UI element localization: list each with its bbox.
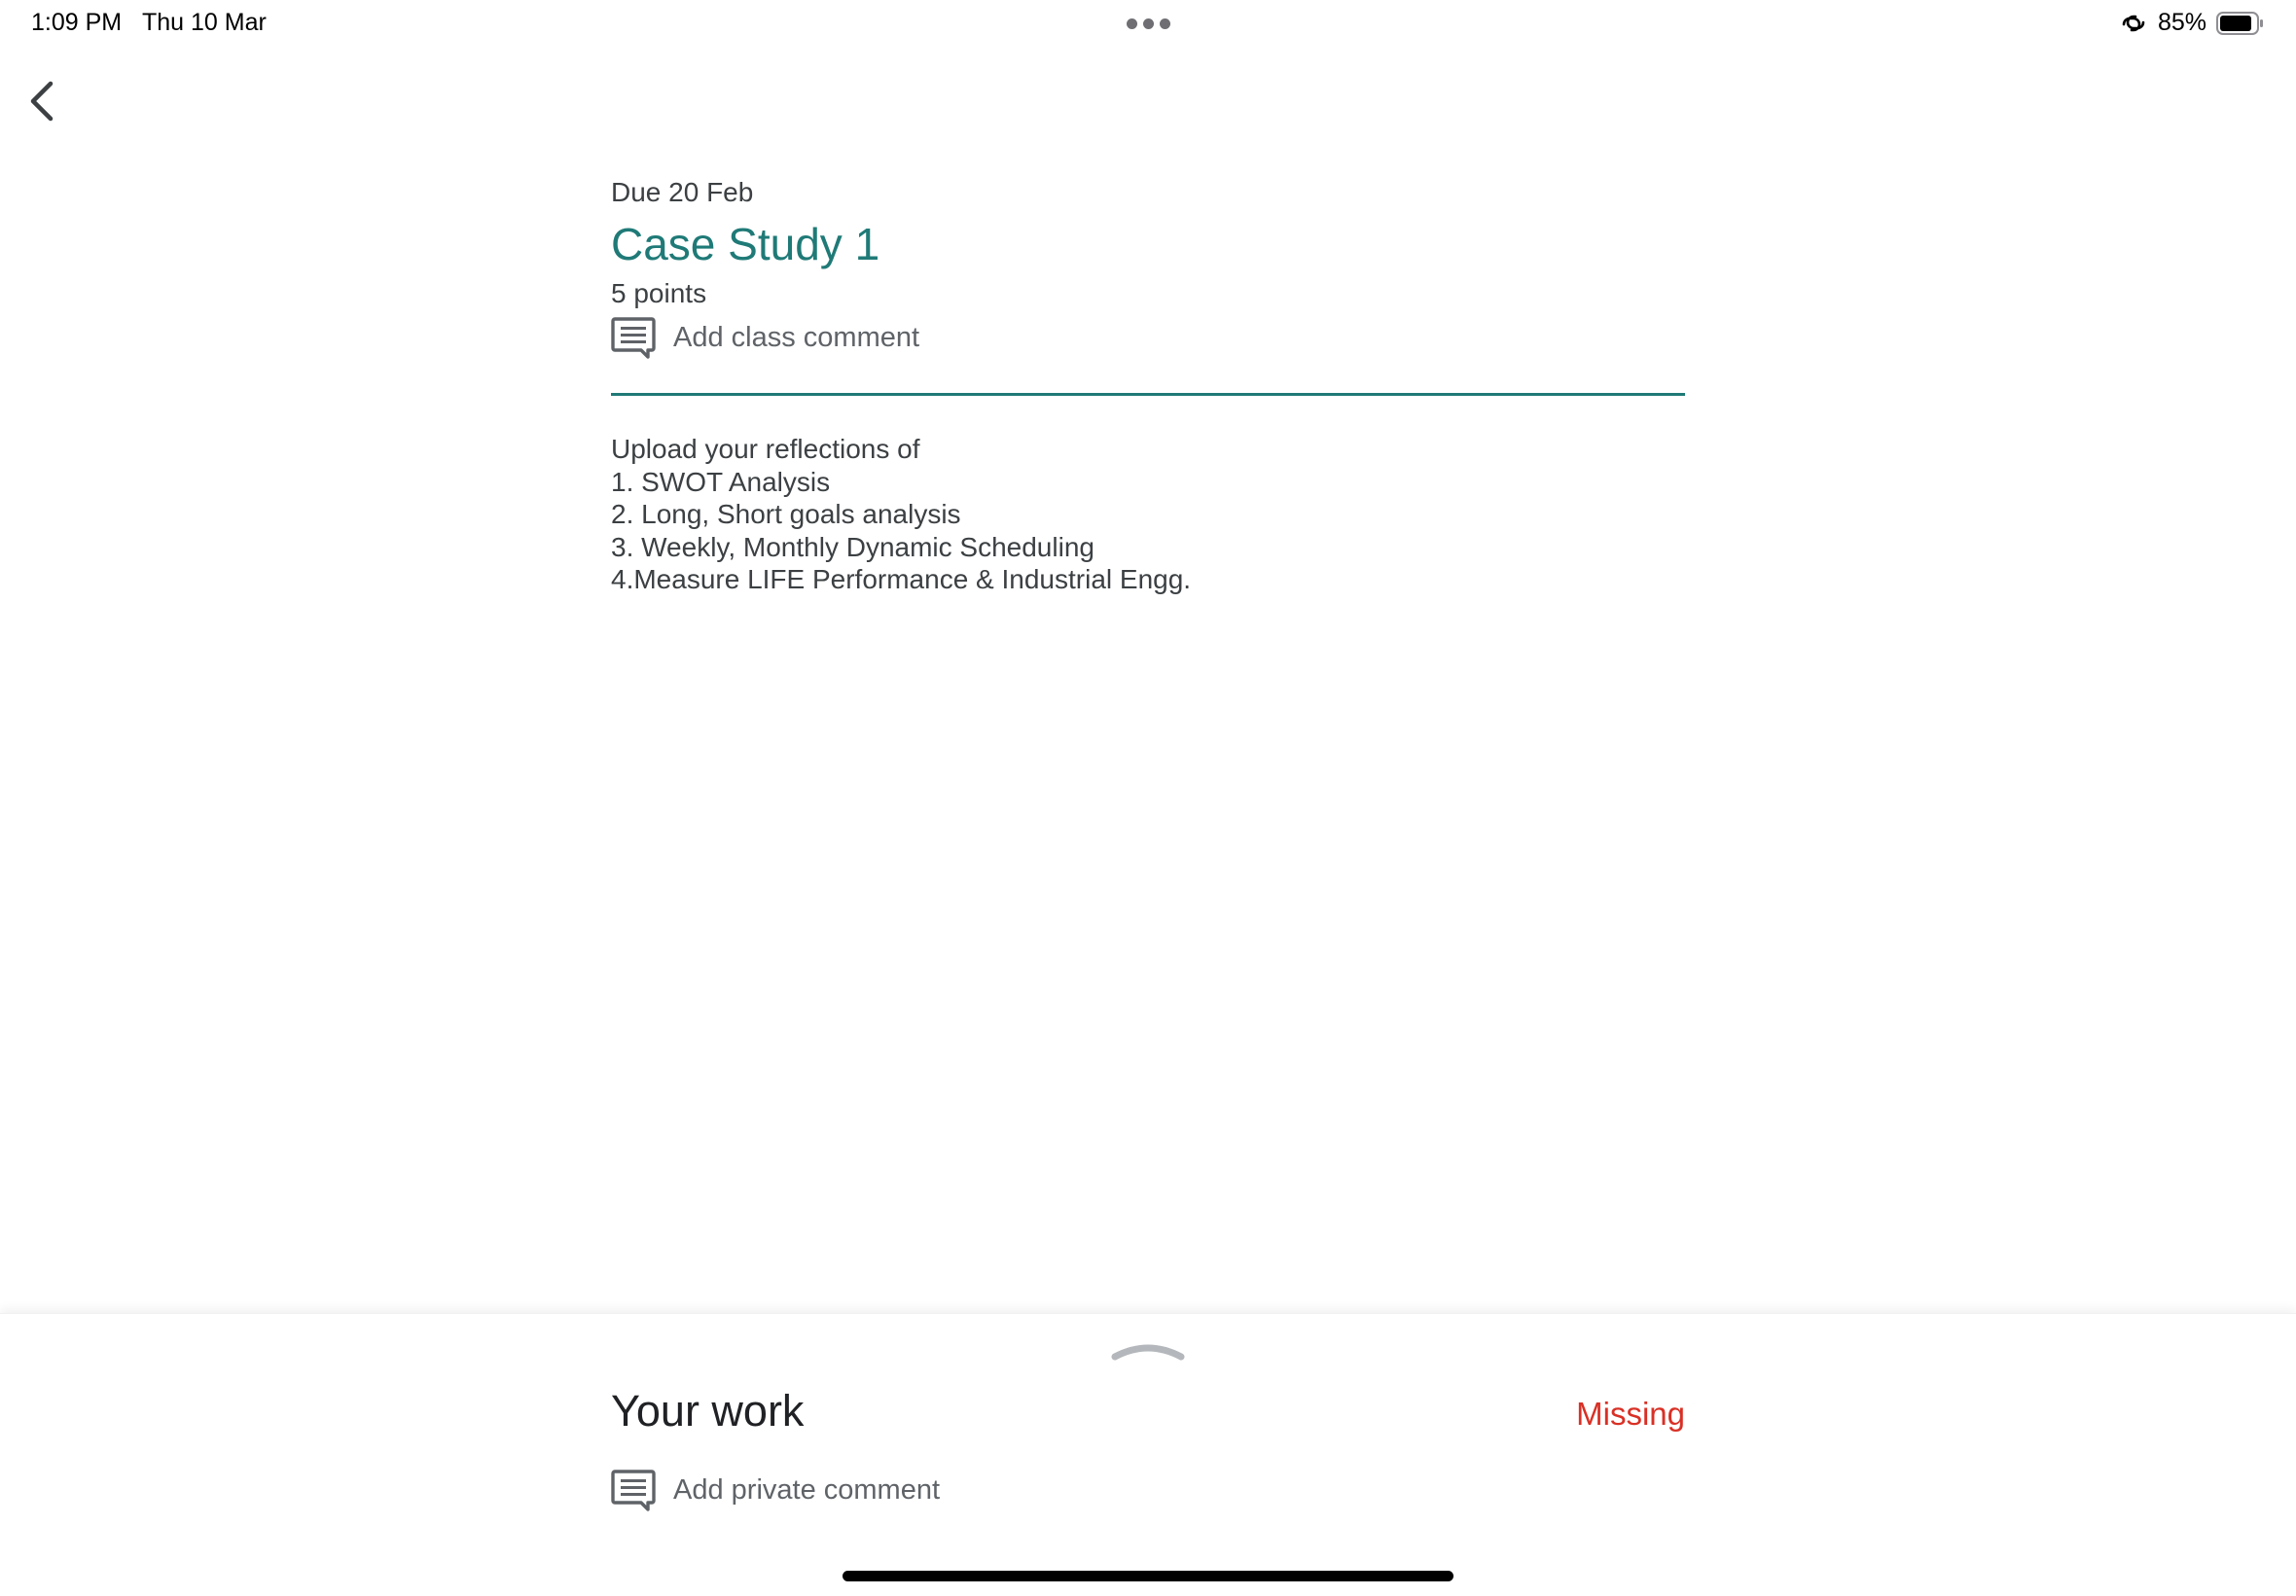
multitask-dots-icon[interactable] (1127, 18, 1171, 30)
status-date: Thu 10 Mar (142, 9, 267, 36)
battery-percent: 85% (2158, 9, 2207, 36)
add-class-comment-label: Add class comment (673, 321, 920, 353)
assignment-instructions (611, 433, 1685, 596)
instruction-line: 1. SWOT Analysis (611, 466, 831, 497)
instruction-line: Upload your reflections of (611, 434, 920, 464)
back-button[interactable] (21, 76, 64, 126)
divider (611, 393, 1685, 396)
battery-icon (2216, 12, 2265, 35)
link-icon (2119, 12, 2148, 35)
expand-sheet-handle[interactable] (1109, 1335, 1187, 1365)
assignment-details (611, 165, 1685, 596)
assignment-title: Case Study 1 (611, 219, 880, 269)
your-work-title: Your work (611, 1386, 805, 1436)
instruction-line: 4.Measure LIFE Performance & Industrial Engg. (611, 564, 1192, 594)
home-indicator[interactable] (843, 1571, 1453, 1581)
instruction-line: 3. Weekly, Monthly Dynamic Scheduling (611, 531, 1094, 562)
add-private-comment-button[interactable] (611, 1466, 940, 1514)
comment-icon (611, 316, 656, 359)
chevron-left-icon (33, 84, 51, 119)
status-bar (0, 0, 2296, 47)
your-work-sheet (0, 1313, 2296, 1596)
comment-icon (611, 1469, 656, 1511)
add-private-comment-label: Add private comment (673, 1473, 941, 1506)
status-time: 1:09 PM (31, 9, 123, 36)
instruction-line: 2. Long, Short goals analysis (611, 499, 961, 529)
due-date: Due 20 Feb (611, 177, 754, 207)
add-class-comment-button[interactable] (611, 313, 1685, 362)
chevron-up-icon (1115, 1348, 1181, 1357)
assignment-points: 5 points (611, 278, 707, 308)
status-badge: Missing (1576, 1396, 1685, 1432)
